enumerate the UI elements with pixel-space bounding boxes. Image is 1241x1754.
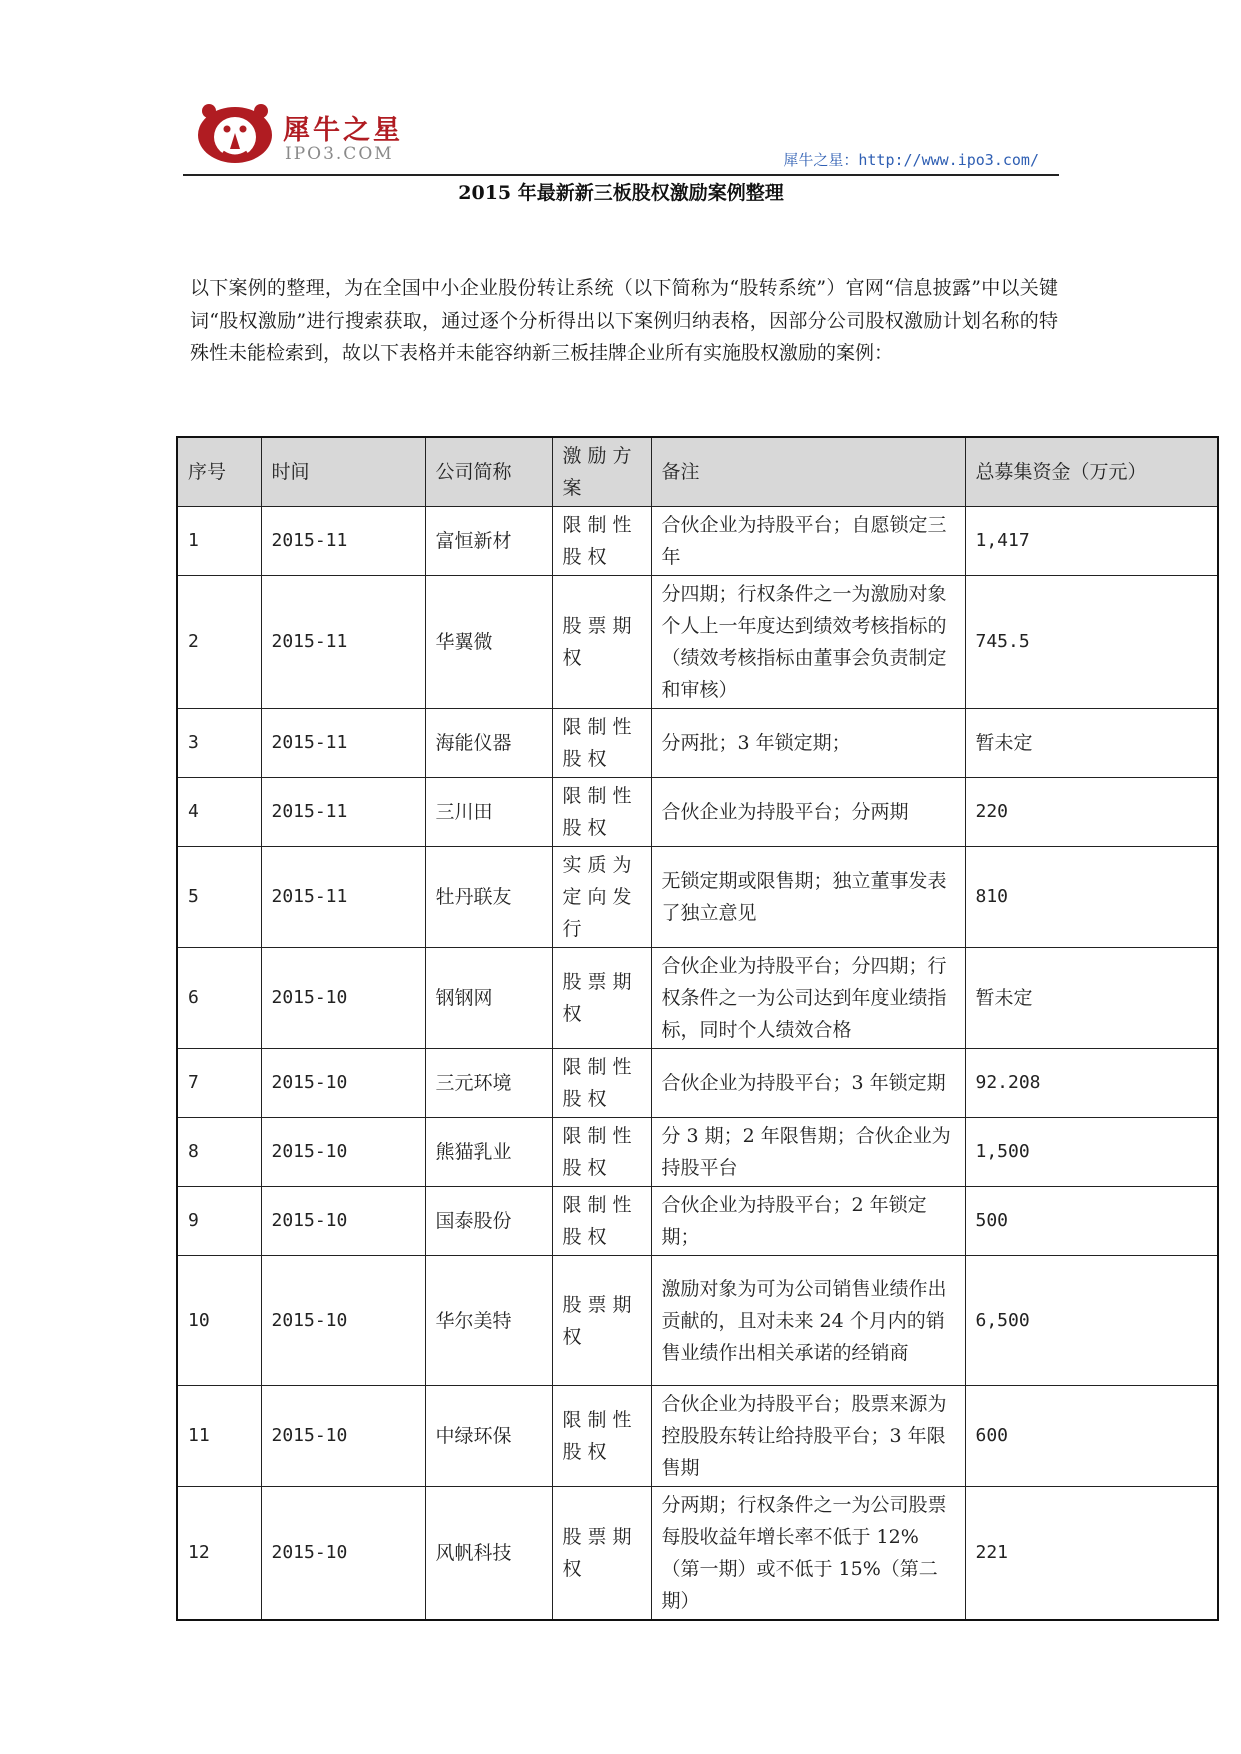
cell-no: 11 <box>177 1386 261 1487</box>
cell-note: 合伙企业为持股平台；分两期 <box>651 778 965 847</box>
cell-amount: 1,500 <box>965 1118 1218 1187</box>
cell-no: 4 <box>177 778 261 847</box>
site-link[interactable]: 犀牛之星：http://www.ipo3.com/ <box>783 151 1039 169</box>
rhino-logo-icon <box>195 102 275 164</box>
cell-company: 三元环境 <box>425 1049 552 1118</box>
header-company: 公司简称 <box>425 437 552 507</box>
cell-plan: 限制性股权 <box>552 1049 651 1118</box>
cell-amount: 745.5 <box>965 576 1218 709</box>
cell-note: 分两期；行权条件之一为公司股票每股收益年增长率不低于 12%（第一期）或不低于 15%（第二期） <box>651 1487 965 1621</box>
cell-time: 2015-10 <box>261 1256 425 1386</box>
cell-time: 2015-10 <box>261 1049 425 1118</box>
cell-no: 12 <box>177 1487 261 1621</box>
cell-company: 富恒新材 <box>425 507 552 576</box>
cell-plan: 股票期权 <box>552 1487 651 1621</box>
cell-no: 3 <box>177 709 261 778</box>
cell-company: 风帆科技 <box>425 1487 552 1621</box>
cell-no: 5 <box>177 847 261 948</box>
cell-time: 2015-11 <box>261 778 425 847</box>
cell-amount: 暂未定 <box>965 948 1218 1049</box>
cell-note: 合伙企业为持股平台；股票来源为控股股东转让给持股平台；3 年限售期 <box>651 1386 965 1487</box>
cell-company: 钢钢网 <box>425 948 552 1049</box>
cell-time: 2015-11 <box>261 507 425 576</box>
cell-amount: 220 <box>965 778 1218 847</box>
cell-amount: 92.208 <box>965 1049 1218 1118</box>
cell-amount: 暂未定 <box>965 709 1218 778</box>
cell-amount: 221 <box>965 1487 1218 1621</box>
cell-plan: 限制性股权 <box>552 507 651 576</box>
cell-amount: 1,417 <box>965 507 1218 576</box>
cell-time: 2015-11 <box>261 709 425 778</box>
table-row <box>177 847 1218 948</box>
intro-paragraph: 以下案例的整理，为在全国中小企业股份转让系统（以下简称为“股转系统”）官网“信息披露”中以关键词“股权激励”进行搜索获取，通过逐个分析得出以下案例归纳表格，因部分公司股权激励计划名称的特殊性未能检索到，故以下表格并未能容纳新三板挂牌企业所有实施股权激励的案例： <box>190 277 1058 364</box>
cell-plan: 股票期权 <box>552 1256 651 1386</box>
cell-time: 2015-10 <box>261 948 425 1049</box>
cell-company: 牡丹联友 <box>425 847 552 948</box>
table-row <box>177 507 1218 576</box>
cell-plan: 股票期权 <box>552 948 651 1049</box>
cell-time: 2015-10 <box>261 1487 425 1621</box>
table-header-row <box>177 437 1218 507</box>
header-no: 序号 <box>177 437 261 507</box>
cell-amount: 810 <box>965 847 1218 948</box>
cell-plan: 股票期权 <box>552 576 651 709</box>
cell-no: 1 <box>177 507 261 576</box>
logo-chinese-text: 犀牛之星 <box>283 115 403 146</box>
cell-plan: 实质为定向发行 <box>552 847 651 948</box>
header-note: 备注 <box>651 437 965 507</box>
cell-time: 2015-10 <box>261 1118 425 1187</box>
cell-plan: 限制性股权 <box>552 1187 651 1256</box>
cell-no: 7 <box>177 1049 261 1118</box>
cell-note: 分两批；3 年锁定期； <box>651 709 965 778</box>
table-row <box>177 709 1218 778</box>
cell-company: 熊猫乳业 <box>425 1118 552 1187</box>
table-row <box>177 1256 1218 1386</box>
cell-no: 6 <box>177 948 261 1049</box>
cell-company: 三川田 <box>425 778 552 847</box>
header-time: 时间 <box>261 437 425 507</box>
table-row <box>177 1187 1218 1256</box>
cell-amount: 600 <box>965 1386 1218 1487</box>
cell-no: 9 <box>177 1187 261 1256</box>
cell-amount: 6,500 <box>965 1256 1218 1386</box>
table-row <box>177 1386 1218 1487</box>
cell-time: 2015-10 <box>261 1187 425 1256</box>
cell-time: 2015-10 <box>261 1386 425 1487</box>
cell-note: 分四期；行权条件之一为激励对象个人上一年度达到绩效考核指标的（绩效考核指标由董事会负责制定和审核） <box>651 576 965 709</box>
cell-company: 华尔美特 <box>425 1256 552 1386</box>
cell-company: 海能仪器 <box>425 709 552 778</box>
cell-note: 合伙企业为持股平台；分四期；行权条件之一为公司达到年度业绩指标，同时个人绩效合格 <box>651 948 965 1049</box>
cell-company: 华翼微 <box>425 576 552 709</box>
cell-no: 8 <box>177 1118 261 1187</box>
header-divider <box>183 174 1059 176</box>
cell-plan: 限制性股权 <box>552 778 651 847</box>
logo-english-text: IPO3.COM <box>285 144 394 164</box>
cell-plan: 限制性股权 <box>552 709 651 778</box>
cell-time: 2015-11 <box>261 847 425 948</box>
table-row <box>177 1049 1218 1118</box>
table-row <box>177 948 1218 1049</box>
table-row <box>177 1118 1218 1187</box>
cell-amount: 500 <box>965 1187 1218 1256</box>
table-row <box>177 778 1218 847</box>
cell-company: 国泰股份 <box>425 1187 552 1256</box>
table-row <box>177 1487 1218 1621</box>
incentive-cases-table <box>176 436 1219 1621</box>
document-title: 2015 年最新新三板股权激励案例整理 <box>458 182 784 204</box>
table-row <box>177 576 1218 709</box>
cell-no: 10 <box>177 1256 261 1386</box>
cell-note: 合伙企业为持股平台；3 年锁定期 <box>651 1049 965 1118</box>
cell-note: 无锁定期或限售期；独立董事发表了独立意见 <box>651 847 965 948</box>
page-header <box>183 92 1059 176</box>
logo[interactable] <box>195 102 425 164</box>
cell-plan: 限制性股权 <box>552 1386 651 1487</box>
cell-note: 合伙企业为持股平台；自愿锁定三年 <box>651 507 965 576</box>
cell-time: 2015-11 <box>261 576 425 709</box>
header-plan: 激励方案 <box>552 437 651 507</box>
cell-note: 分 3 期；2 年限售期；合伙企业为持股平台 <box>651 1118 965 1187</box>
cell-note: 合伙企业为持股平台；2 年锁定期； <box>651 1187 965 1256</box>
header-amount: 总募集资金（万元） <box>965 437 1218 507</box>
cell-note: 激励对象为可为公司销售业绩作出贡献的，且对未来 24 个月内的销售业绩作出相关承诺的经销商 <box>651 1256 965 1386</box>
cell-plan: 限制性股权 <box>552 1118 651 1187</box>
cell-company: 中绿环保 <box>425 1386 552 1487</box>
cell-no: 2 <box>177 576 261 709</box>
